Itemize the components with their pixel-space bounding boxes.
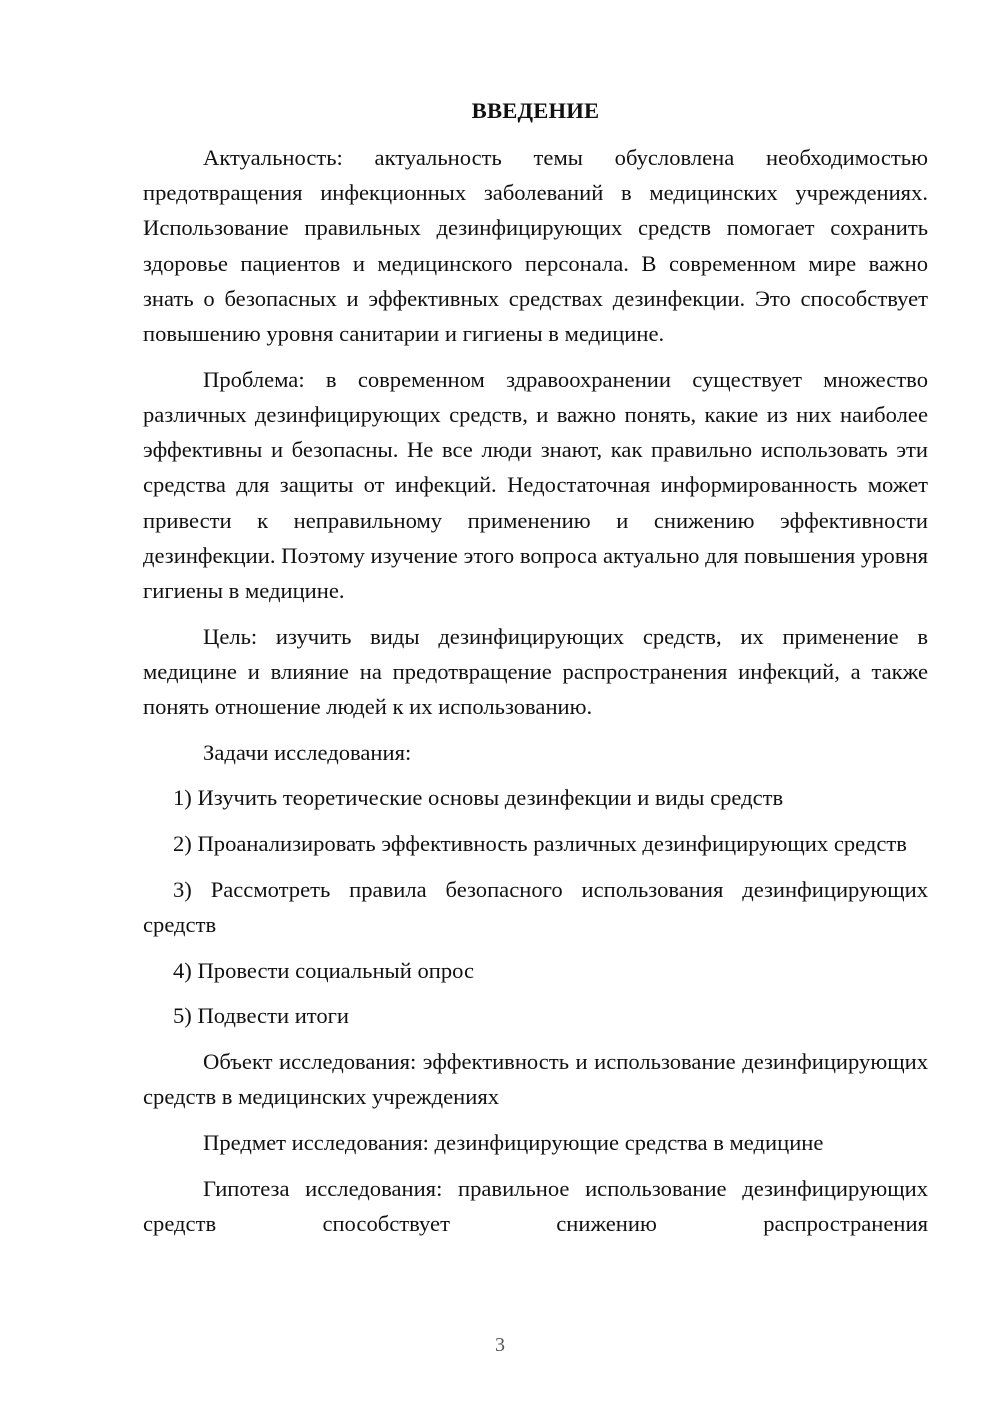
paragraph-problem: Проблема: в современном здравоохранении существует множество различных дезинфицирующих средств, и важно понять, какие из них наиболее эффективны и безопасны. Не все люди знают, как правильно использовать эти средства для защиты от инфекций. Недостаточная информированность может привести к неправильному применению и снижению эффективности дезинфекции. Поэтому изучение этого вопроса актуально для повышения уровня гигиены в медицине. (143, 366, 928, 603)
task-item-4: 4) Провести социальный опрос (173, 957, 475, 983)
task-item-5: 5) Подвести итоги (173, 1003, 350, 1029)
task-item-1: 1) Изучить теоретические основы дезинфекции и виды средств (173, 785, 784, 811)
paragraph-object: Объект исследования: эффективность и использование дезинфицирующих средств в медицинских учреждениях (143, 1049, 928, 1110)
page-content (143, 96, 928, 1252)
page-title: ВВЕДЕНИЕ (471, 98, 600, 123)
tasks-heading: Задачи исследования: (203, 739, 412, 765)
paragraph-subject: Предмет исследования: дезинфицирующие средства в медицине (203, 1130, 824, 1156)
task-item-3: 3) Рассмотреть правила безопасного использования дезинфицирующих средств (143, 876, 928, 938)
paragraph-relevance: Актуальность: актуальность темы обусловлена необходимостью предотвращения инфекционных заболеваний в медицинских учреждениях. Использование правильных дезинфицирующих средств помогает сохранить здоровье пациентов и медицинского персонала. В современном мире важно знать о безопасных и эффективных средствах дезинфекции. Это способствует повышению уровня санитарии и гигиены в медицине. (143, 145, 928, 347)
page-number: 3 (495, 1334, 505, 1356)
paragraph-hypothesis: Гипотеза исследования: правильное использование дезинфицирующих средств способствует снижению распространения (143, 1175, 928, 1236)
paragraph-goal: Цель: изучить виды дезинфицирующих средств, их применение в медицине и влияние на предотвращение распространения инфекций, а также понять отношение людей к их использованию. (143, 623, 928, 720)
task-item-2: 2) Проанализировать эффективность различных дезинфицирующих средств (173, 831, 907, 857)
